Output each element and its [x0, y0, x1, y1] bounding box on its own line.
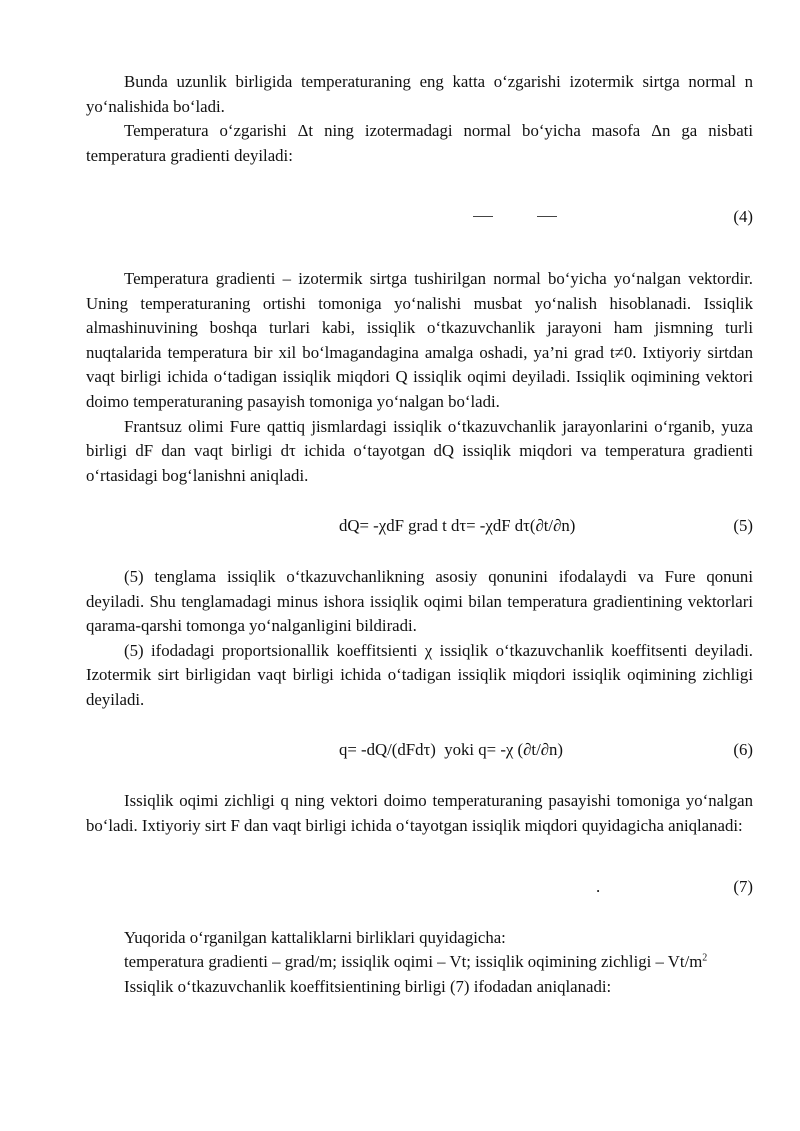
fraction-bar — [473, 216, 493, 217]
paragraph-3: Temperatura gradienti – izotermik sirtga tushirilgan normal bo‘yicha yo‘nalgan vektordir. Uning temperaturaning ortishi tomoniga yo‘nalishi musbat yo‘nalish hisoblanadi. Issiqlik almashinuvining boshqa turlari kabi, issiqlik o‘tkazuvchanlik jarayoni ham jismning turli nuqtalarida temperatura bir xil bo‘lmagandagina amalga oshadi, ya’ni grad t≠0. Ixtiyoriy sirtdan vaqt birligi ichida o‘tadigan issiqlik miqdori Q issiqlik oqimi deyiladi. Issiqlik oqimining vektori doimo temperaturaning pasayish tomoniga yo‘nalgan bo‘ladi. — [86, 268, 753, 411]
paragraph-6: (5) ifodadagi proportsionallik koeffitsienti χ issiqlik o‘tkazuvchanlik koeffitsenti deyiladi. Izotermik sirt birligidan vaqt birligi ichida o‘tadigan issiqlik miqdori issiqlik oqimining zichligi deyiladi. — [86, 640, 753, 709]
paragraph-8: Yuqorida o‘rganilgan kattaliklarni birliklari quyidagicha: — [124, 927, 506, 947]
equation-4 — [86, 205, 753, 230]
paragraph-4: Frantsuz olimi Fure qattiq jismlardagi issiqlik o‘tkazuvchanlik jarayonlarini o‘rganib, yuza birligi dF dan vaqt birligi dτ ichida o‘tayotgan dQ issiqlik miqdori va temperatura gradienti o‘rtasidagi bog‘lanishni aniqladi. — [86, 416, 753, 485]
paragraph-5: (5) tenglama issiqlik o‘tkazuvchanlikning asosiy qonunini ifodalaydi va Fure qonuni deyiladi. Shu tenglamadagi minus ishora issiqlik oqimi bilan temperatura gradientining vektorlari qarama-qarshi tomonga yo‘nalganligini bildiradi. — [86, 566, 753, 636]
fraction-bar — [537, 216, 557, 217]
equation-number: (4) — [733, 207, 753, 227]
paragraph-10: Issiqlik o‘tkazuvchanlik koeffitsientining birligi (7) ifodadan aniqlanadi: — [124, 977, 612, 997]
paragraph-1: Bunda uzunlik birligida temperaturaning eng katta o‘zgarishi izotermik sirtga normal n yo‘nalishida bo‘ladi. — [86, 72, 753, 116]
document-page — [86, 70, 753, 1000]
equation-7 — [86, 875, 753, 900]
superscript: 2 — [702, 952, 708, 964]
paragraph-7: Issiqlik oqimi zichligi q ning vektori doimo temperaturaning pasayishi tomoniga yo‘nalgan bo‘ladi. Ixtiyoriy sirt F dan vaqt birligi ichida o‘tayotgan issiqlik miqdori quyidagicha aniqlanadi: — [86, 791, 753, 835]
paragraph-2: Temperatura o‘zgarishi Δt ning izotermadagi normal bo‘yicha masofa Δn ga nisbati temperatura gradienti deyiladi: — [86, 121, 753, 165]
equation-6 — [86, 738, 753, 763]
equation-expression: q= -dQ/(dFdτ) yoki q= -χ (∂t/∂n) — [339, 740, 564, 760]
equation-expression: dQ= -χdF grad t dτ= -χdF dτ(∂t/∂n) — [339, 516, 576, 536]
equation-5 — [86, 514, 753, 539]
equation-dot: . — [596, 877, 601, 897]
paragraph-9 — [86, 950, 753, 975]
units-text: temperatura gradienti – grad/m; issiqlik oqimi – Vt; issiqlik oqimining zichligi – Vt/m — [124, 952, 703, 972]
equation-number: (5) — [733, 516, 753, 536]
equation-number: (6) — [733, 740, 753, 760]
equation-number: (7) — [733, 877, 753, 897]
